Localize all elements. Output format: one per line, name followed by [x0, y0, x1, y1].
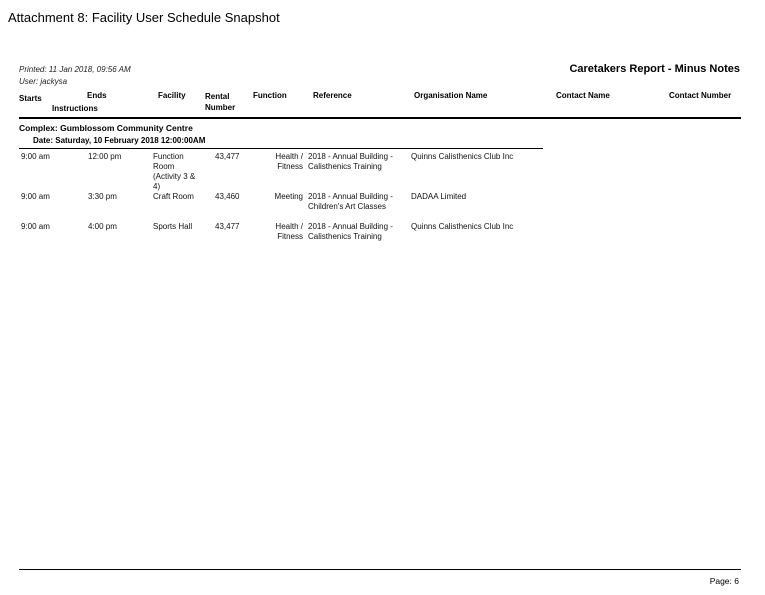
header-instructions: Instructions	[52, 104, 98, 113]
row1-ends: 12:00 pm	[88, 152, 122, 161]
row1-starts: 9:00 am	[21, 152, 50, 161]
row2-starts: 9:00 am	[21, 192, 50, 201]
header-contact-number: Contact Number	[669, 91, 732, 100]
user-stamp: User: jackysa	[19, 77, 68, 86]
row3-rental: 43,477	[215, 222, 240, 231]
row3-starts: 9:00 am	[21, 222, 50, 231]
header-contact-name: Contact Name	[556, 91, 610, 100]
row2-organisation: DADAA Limited	[411, 192, 467, 201]
row2-ends: 3:30 pm	[88, 192, 117, 201]
row3-facility: Sports Hall	[153, 222, 193, 231]
header-function: Function	[253, 91, 287, 100]
row3-organisation: Quinns Calisthenics Club Inc	[411, 222, 514, 231]
row2-function: Meeting	[274, 192, 303, 201]
row1-organisation: Quinns Calisthenics Club Inc	[411, 152, 514, 161]
header-reference: Reference	[313, 91, 352, 100]
footer-rule	[19, 569, 741, 570]
row3-reference: 2018 - Annual Building - Calisthenics Training	[308, 222, 393, 241]
printed-stamp: Printed: 11 Jan 2018, 09:56 AM	[19, 65, 131, 74]
row2-reference: 2018 - Annual Building - Children's Art Classes	[308, 192, 393, 211]
row1-reference: 2018 - Annual Building - Calisthenics Training	[308, 152, 393, 171]
header-organisation: Organisation Name	[414, 91, 488, 100]
row2-facility: Craft Room	[153, 192, 194, 201]
row3-function: Health / Fitness	[275, 222, 303, 241]
row1-function: Health / Fitness	[275, 152, 303, 171]
row1-facility: Function Room (Activity 3 & 4)	[153, 152, 196, 191]
header-facility: Facility	[158, 91, 186, 100]
date-label: Date: Saturday, 10 February 2018 12:00:00AM	[33, 136, 206, 145]
header-rule	[19, 117, 741, 119]
report-title: Caretakers Report - Minus Notes	[569, 63, 740, 75]
header-starts: Starts	[19, 94, 42, 103]
header-number: Number	[205, 103, 236, 112]
row1-rental: 43,477	[215, 152, 240, 161]
header-rental: Rental	[205, 92, 230, 101]
row3-ends: 4:00 pm	[88, 222, 117, 231]
page-number: Page: 6	[709, 576, 739, 586]
complex-label: Complex: Gumblossom Community Centre	[19, 123, 193, 133]
attachment-title: Attachment 8: Facility User Schedule Snapshot	[8, 10, 280, 25]
header-ends: Ends	[87, 91, 107, 100]
group-rule	[19, 148, 543, 149]
row2-rental: 43,460	[215, 192, 240, 201]
